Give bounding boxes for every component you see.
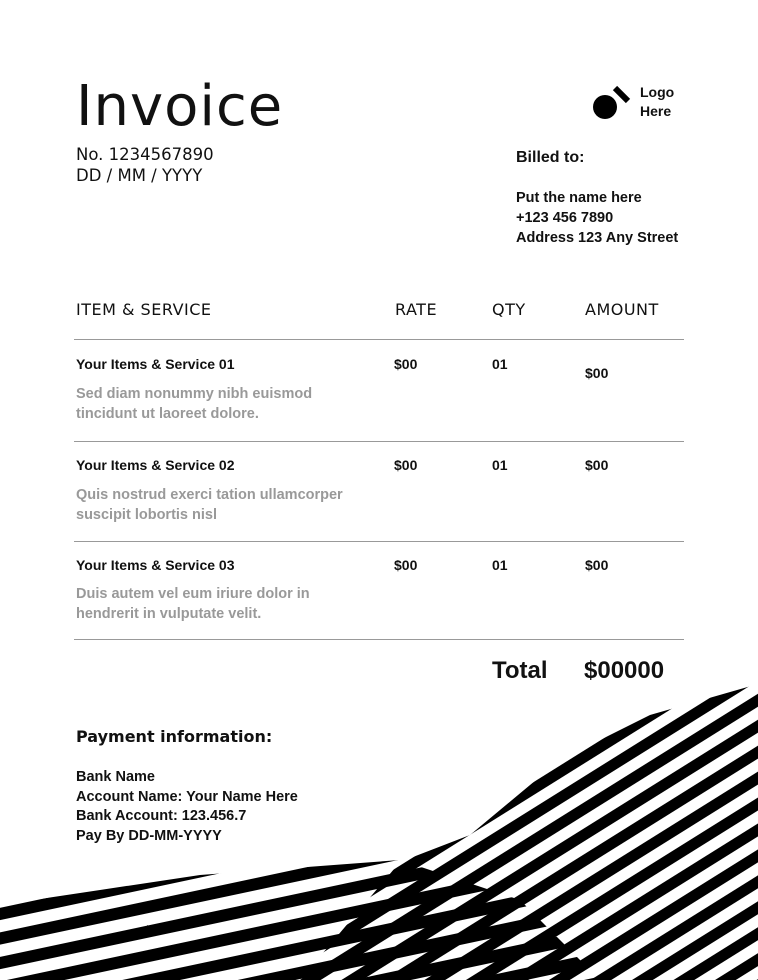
invoice-date: DD / MM / YYYY (76, 166, 203, 185)
account-name: Account Name: Your Name Here (76, 788, 298, 805)
divider (74, 339, 684, 340)
item-desc (76, 485, 343, 525)
item-name: Your Items & Service 01 (76, 356, 235, 372)
invoice-title: Invoice (76, 74, 284, 139)
payment-title: Payment information: (76, 727, 273, 746)
item-rate: $00 (394, 356, 418, 372)
invoice-number: No. 1234567890 (76, 145, 214, 164)
item-desc (76, 384, 312, 424)
column-header-amount: AMOUNT (585, 300, 659, 319)
divider (74, 541, 684, 542)
billed-phone: +123 456 7890 (516, 210, 614, 226)
item-desc-line: Quis nostrud exerci tation ullamcorper (76, 487, 343, 503)
item-qty: 01 (492, 356, 508, 372)
item-desc-line: tincidunt ut laoreet dolore. (76, 406, 259, 422)
table-row (0, 557, 758, 657)
item-desc-line: Sed diam nonummy nibh euismod (76, 386, 313, 402)
bank-name: Bank Name (76, 769, 155, 785)
column-header-rate: RATE (395, 300, 438, 319)
pay-by: Pay By DD-MM-YYYY (76, 827, 222, 844)
divider (74, 441, 684, 442)
total-value: $00000 (584, 657, 665, 684)
billed-name: Put the name here (516, 190, 642, 206)
bank-account: Bank Account: 123.456.7 (76, 808, 247, 824)
item-desc-line: hendrerit in vulputate velit. (76, 606, 262, 622)
logo-text-1: Logo (640, 84, 675, 100)
item-desc-line: suscipit lobortis nisl (76, 507, 217, 523)
invoice-meta (76, 144, 214, 186)
billed-address: Address 123 Any Street (516, 230, 679, 246)
item-desc (76, 584, 310, 624)
logo-icon (590, 82, 632, 122)
item-name: Your Items & Service 02 (76, 457, 235, 473)
logo-text-2: Here (640, 103, 672, 119)
item-name: Your Items & Service 03 (76, 557, 235, 573)
column-header-qty: QTY (492, 300, 526, 319)
item-amount: $00 (585, 365, 609, 381)
item-qty: 01 (492, 557, 508, 573)
item-rate: $00 (394, 557, 418, 573)
logo (590, 82, 674, 122)
item-rate: $00 (394, 457, 418, 473)
table-row (0, 457, 758, 557)
total-label: Total (492, 657, 548, 684)
payment-info (76, 768, 298, 846)
billed-to-label: Billed to: (516, 149, 585, 166)
item-qty: 01 (492, 457, 508, 473)
item-amount: $00 (585, 457, 609, 473)
divider (74, 639, 684, 640)
item-amount: $00 (585, 557, 609, 573)
column-header-item: ITEM & SERVICE (76, 300, 212, 319)
billed-to-info (516, 188, 678, 248)
item-desc-line: Duis autem vel eum iriure dolor in (76, 586, 310, 602)
